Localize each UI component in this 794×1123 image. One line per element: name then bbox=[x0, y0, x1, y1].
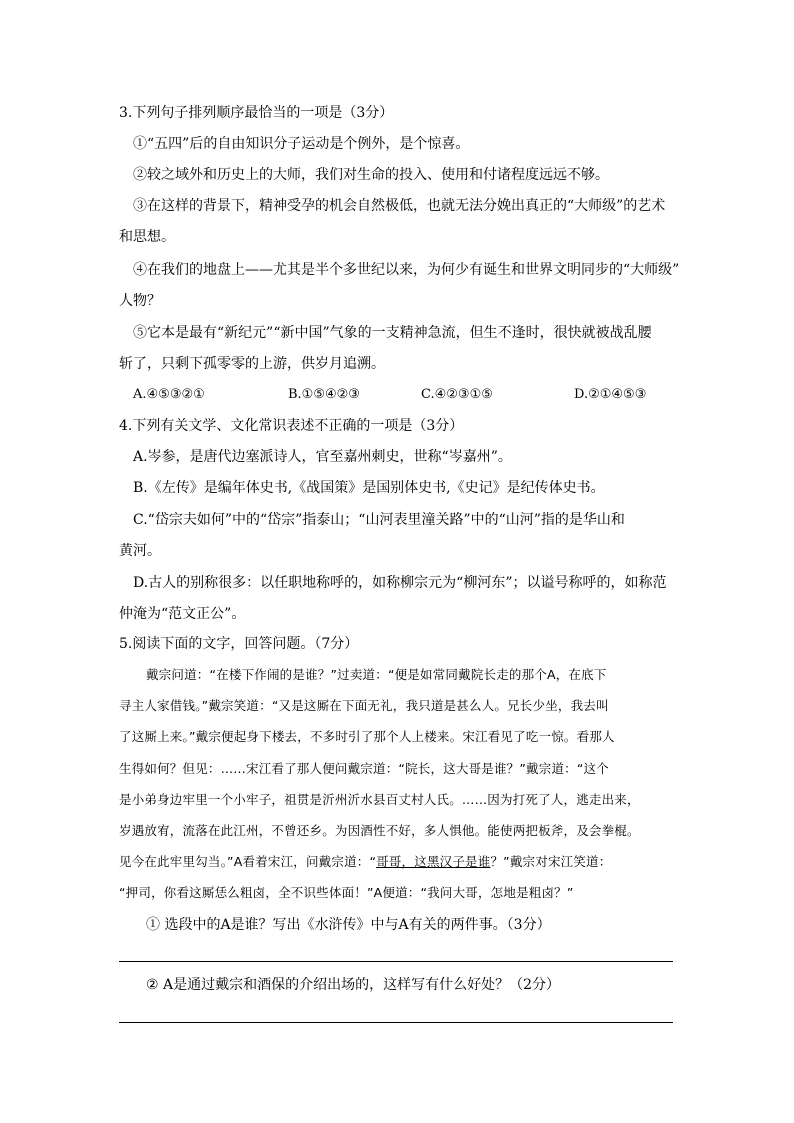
q3-sentence-2: ②较之域外和历史上的大师，我们对生命的投入、使用和付诸程度远远不够。 bbox=[133, 167, 609, 183]
q5-passage-line-7 bbox=[119, 853, 611, 871]
q3-sentence-4: ④在我们的地盘上——尤其是半个多世纪以来，为何少有诞生和世界文明同步的“大师级” bbox=[133, 262, 680, 278]
q3-option-a: A.④⑤③②① bbox=[133, 387, 205, 402]
q5-passage-line-7-start: 见今在此牢里勾当。”A看着宋江，问戴宗道：“ bbox=[119, 854, 377, 869]
q3-sentence-5-cont: 斩了，只剩下孤零零的上游，供岁月追溯。 bbox=[119, 356, 385, 372]
q4-option-c: C.“岱宗夫如何”中的“岱宗”指泰山；“山河表里潼关路”中的“山河”指的是华山和 bbox=[133, 512, 625, 528]
q3-sentence-5: ⑤它本是最有“新纪元”“新中国”气象的一支精神急流，但生不逢时，很快就被战乱腰 bbox=[133, 325, 652, 341]
q4-option-d: D.古人的别称很多：以任职地称呼的，如称柳宗元为“柳河东”；以谥号称呼的，如称范 bbox=[133, 575, 667, 591]
answer-line-2[interactable] bbox=[119, 1022, 673, 1023]
q5-subquestion-1: ① 选段中的A是谁？写出《水浒传》中与A有关的两件事。（3分） bbox=[146, 917, 551, 933]
q5-stem: 5.阅读下面的文字，回答问题。（7分） bbox=[119, 636, 359, 652]
q4-stem: 4.下列有关文学、文化常识表述不正确的一项是（3分） bbox=[119, 418, 464, 434]
q5-passage-line-3: 了这厮上来。”戴宗便起身下楼去，不多时引了那个人上楼来。宋江看见了吃一惊。看那人 bbox=[119, 729, 615, 744]
q5-passage-line-5: 是小弟身边牢里一个小牢子，祖贯是沂州沂水县百丈村人氏。……因为打死了人，逃走出来， bbox=[119, 792, 640, 807]
answer-line-1[interactable] bbox=[119, 961, 673, 962]
q5-underlined-quote: 哥哥，这黑汉子是谁 bbox=[376, 854, 491, 869]
q5-passage-line-4: 生得如何？但见：……宋江看了那人便问戴宗道：“院长，这大哥是谁？”戴宗道：“这个 bbox=[119, 761, 609, 776]
q3-sentence-4-cont: 人物？ bbox=[119, 293, 161, 309]
q5-passage-line-1: 戴宗问道：“在楼下作闹的是谁？”过卖道：“便是如常同戴院长走的那个A，在底下 bbox=[146, 667, 607, 682]
q5-passage-line-2: 寻主人家借钱。”戴宗笑道：“又是这厮在下面无礼，我只道是甚么人。兄长少坐，我去叫 bbox=[119, 698, 609, 713]
q3-sentence-1: ①“五四”后的自由知识分子运动是个例外，是个惊喜。 bbox=[133, 136, 470, 152]
q4-option-d-cont: 仲淹为“范文正公”。 bbox=[119, 606, 246, 622]
q3-option-b: B.①⑤④②③ bbox=[288, 387, 360, 402]
q5-passage-line-6: 岁遇放宥，流落在此江州，不曾还乡。为因酒性不好，多人惧他。能使两把板斧，及会拳棍。 bbox=[119, 823, 640, 838]
q3-sentence-3: ③在这样的背景下，精神受孕的机会自然极低，也就无法分娩出真正的“大师级”的艺术 bbox=[133, 198, 666, 214]
q4-option-c-cont: 黄河。 bbox=[119, 543, 161, 559]
q5-passage-line-7-end: ？”戴宗对宋江笑道： bbox=[490, 854, 612, 869]
q5-passage-line-8: “押司，你看这厮恁么粗卤，全不识些体面！”A便道：“我问大哥，怎地是粗卤？” bbox=[119, 885, 574, 900]
q3-option-c: C.④②③①⑤ bbox=[421, 387, 493, 402]
q3-stem: 3.下列句子排列顺序最恰当的一项是（3分） bbox=[119, 105, 394, 121]
q3-sentence-3-cont: 和思想。 bbox=[119, 229, 175, 245]
q4-option-b: B.《左传》是编年体史书,《战国策》是国别体史书,《史记》是纪传体史书。 bbox=[133, 480, 605, 496]
q3-option-d: D.②①④⑤③ bbox=[574, 387, 647, 402]
q5-subquestion-2: ② A是通过戴宗和酒保的介绍出场的，这样写有什么好处？（2分） bbox=[146, 977, 561, 993]
q4-option-a: A.岑参，是唐代边塞派诗人，官至嘉州刺史，世称“岑嘉州”。 bbox=[133, 449, 512, 465]
